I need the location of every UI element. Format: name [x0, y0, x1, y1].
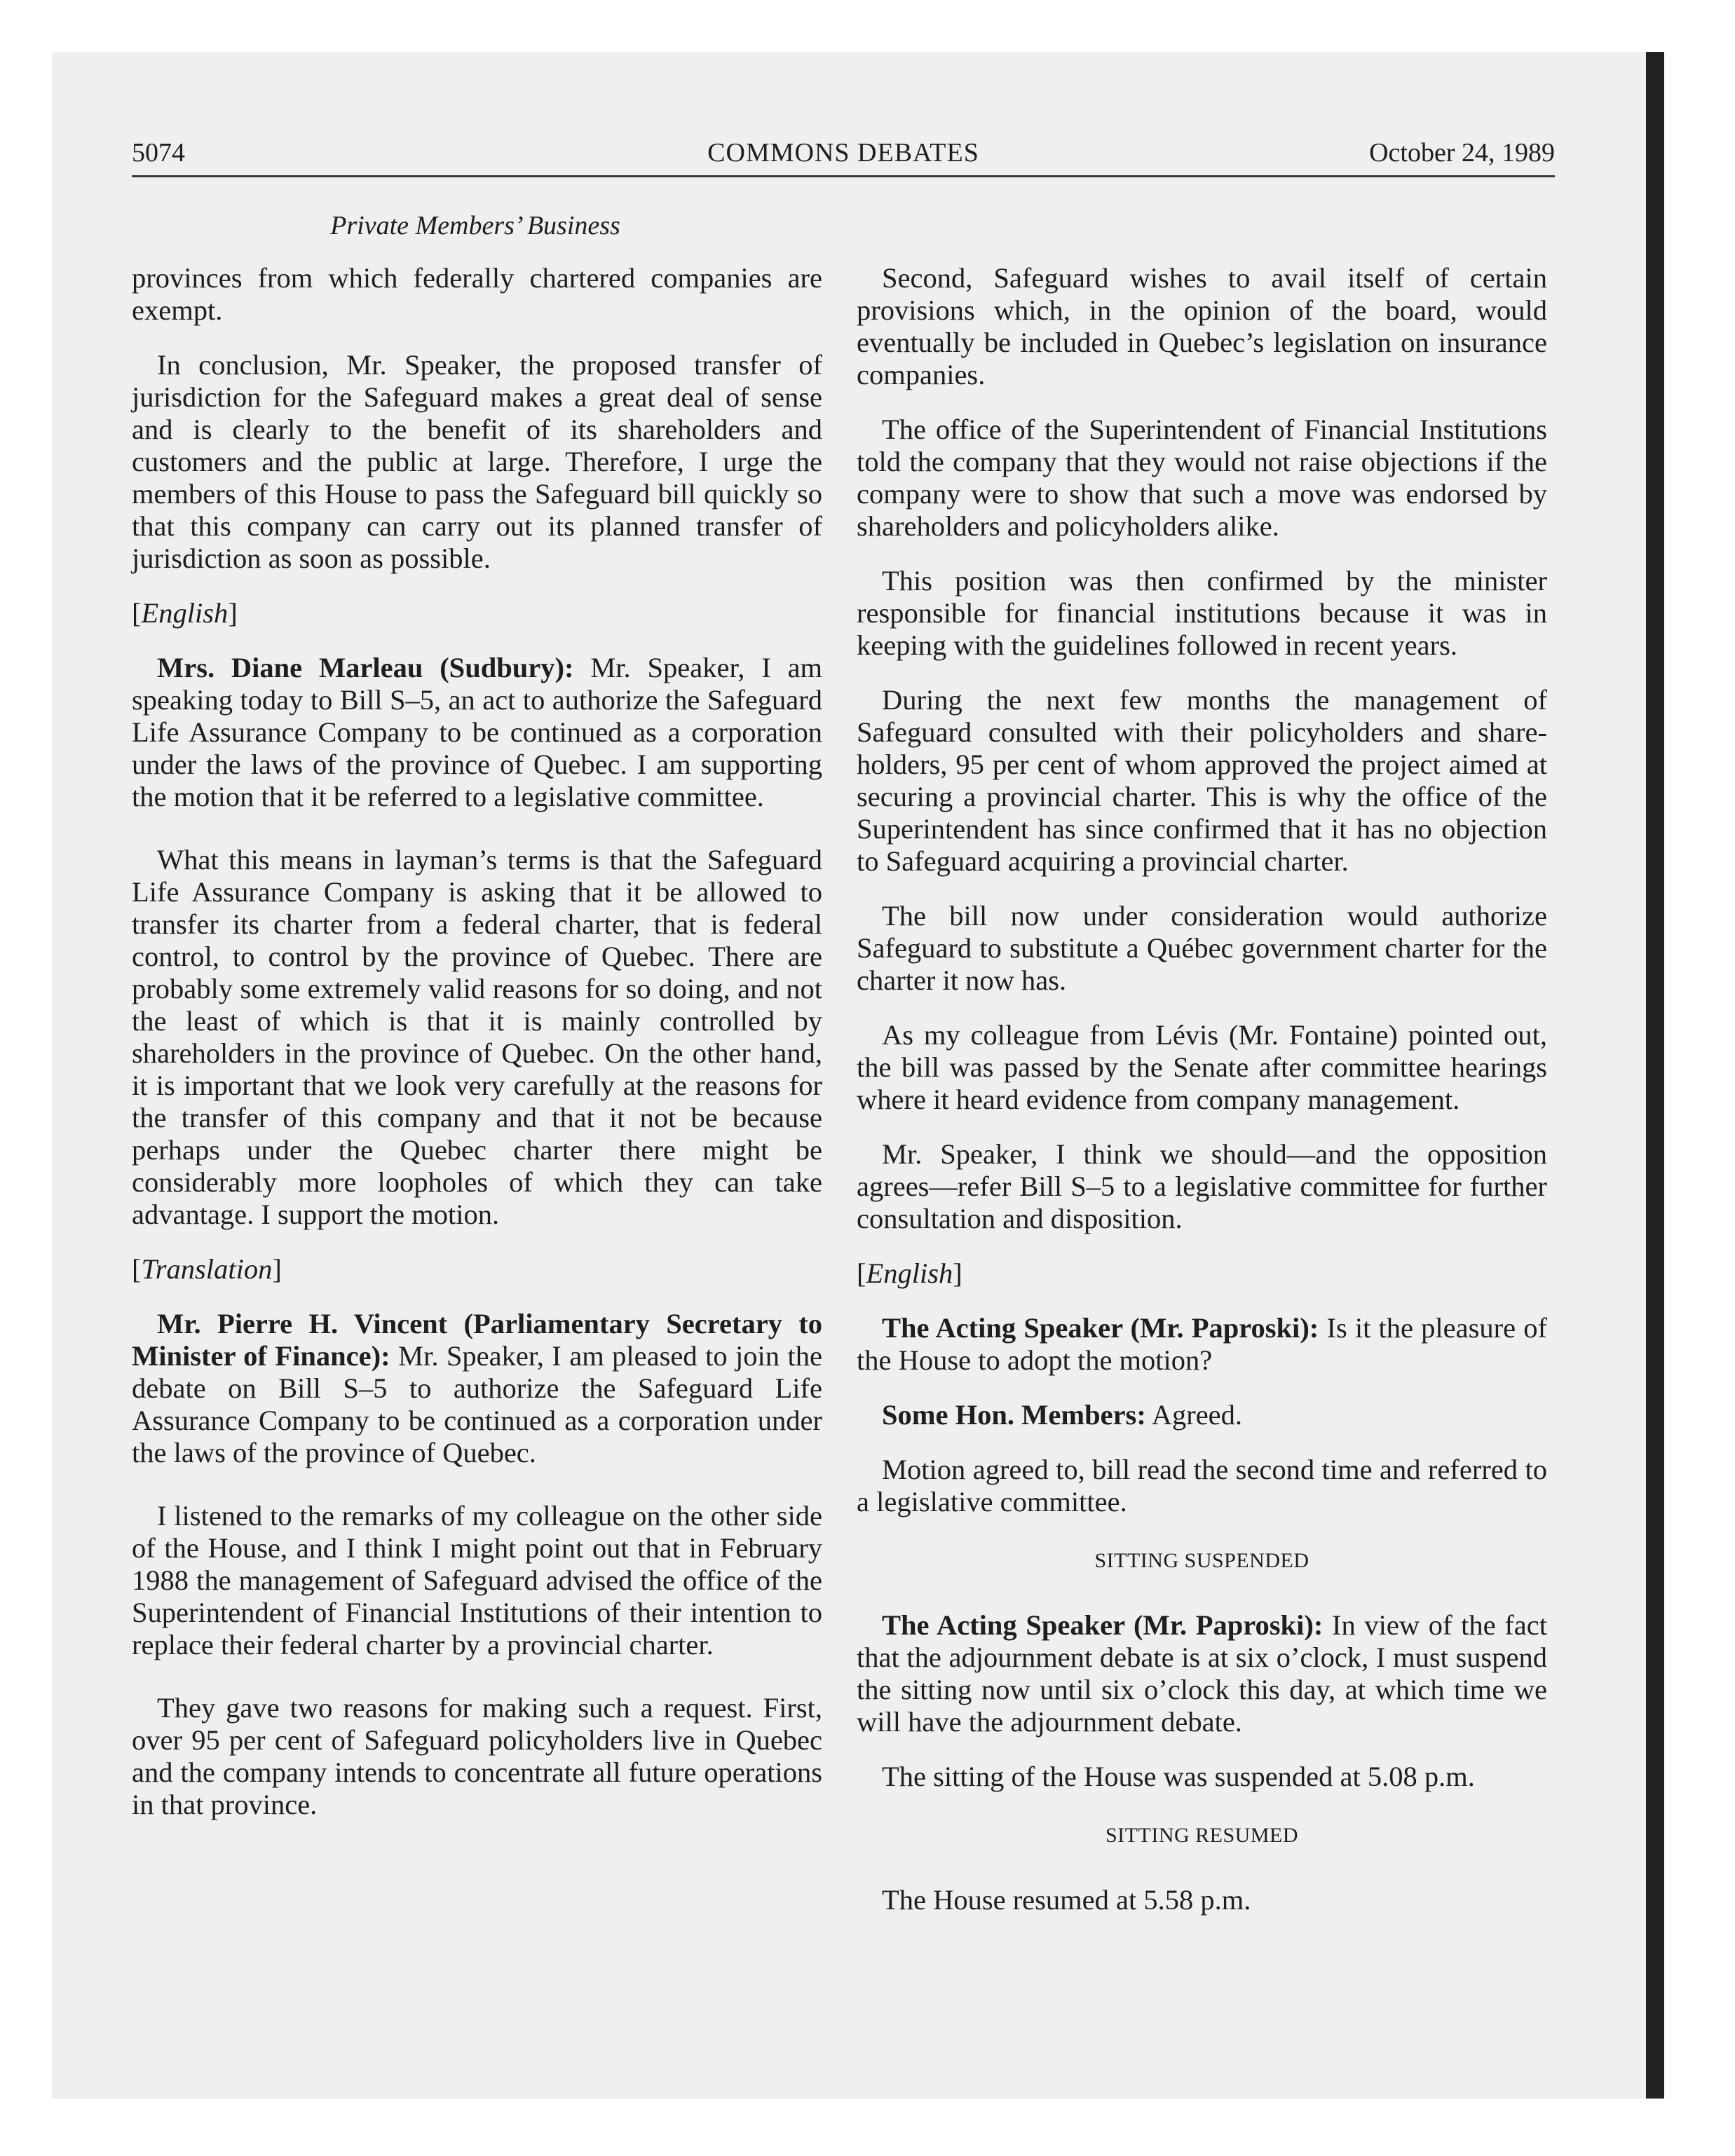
- header-date: October 24, 1989: [1369, 138, 1555, 168]
- language-tag-text: English: [866, 1257, 953, 1289]
- paragraph: This position was then confirmed by the minister responsible for financial institutions because it was in keeping with the guidelines followed in recent years.: [857, 565, 1547, 661]
- section-title: Private Members’ Business: [330, 211, 620, 240]
- speech-text: Agreed.: [1145, 1399, 1243, 1431]
- language-tag-text: English: [141, 597, 229, 629]
- speaker-name: The Acting Speaker (Mr. Paproski):: [882, 1609, 1324, 1641]
- left-column: [132, 262, 822, 1843]
- paragraph: The bill now under consideration would authorize Safeguard to substitute a Québec government charter for the charter it now has.: [857, 900, 1547, 996]
- language-tag: [English]: [857, 1257, 962, 1289]
- language-tag-text: Translation: [141, 1253, 273, 1285]
- paragraph: Second, Safeguard wishes to avail itself of certain provisions which, in the opinion of the board, would eventually be included in Quebec’s legislation on insurance companies.: [857, 262, 1547, 390]
- paragraph: The office of the Superintendent of Financial Institutions told the company that they would not raise objections if the company were to show that such a move was endorsed by shareholders and policyholders alike.: [857, 414, 1547, 542]
- running-header: [132, 137, 1555, 179]
- publication-title: COMMONS DEBATES: [707, 138, 979, 168]
- paragraph: As my colleague from Lévis (Mr. Fontaine) pointed out, the bill was passed by the Senate after committee hearings where it heard evidence from company management.: [857, 1019, 1547, 1115]
- speech-paragraph: [857, 1399, 1547, 1431]
- speech-paragraph: [132, 1308, 822, 1469]
- language-tag: [Translation]: [132, 1253, 282, 1285]
- speech-text: Is it the pleasure of the House to adopt the motion?: [857, 1312, 1547, 1376]
- paragraph: In conclusion, Mr. Speaker, the proposed transfer of jurisdiction for the Safeguard makes a great deal of sense and is clearly to the benefit of its shareholders and customers and the public at large. Therefore, I urge the members of this House to pass the Safeguard bill quickly so that this company can carry out its planned transfer of jurisdiction as soon as possible.: [132, 349, 822, 574]
- speech-paragraph: [857, 1609, 1547, 1738]
- header-rule: [132, 175, 1555, 177]
- scan-edge-bar: [1646, 52, 1664, 2099]
- paragraph: The House resumed at 5.58 p.m.: [882, 1884, 1251, 1916]
- paragraph: provinces from which federally chartered companies are exempt.: [132, 262, 822, 326]
- paragraph: Motion agreed to, bill read the second time and referred to a legislative committee.: [857, 1454, 1547, 1517]
- speech-paragraph: [132, 652, 822, 813]
- paragraph: During the next few months the management of Safeguard consulted with their policyholders and shareholders, 95 per cent of whom approved the project aimed at securing a provincial charter. This is why the office of the Superintendent has since confirmed that it has no objection to Safeguard acquiring a provincial charter.: [857, 684, 1547, 877]
- right-column: [857, 262, 1547, 1939]
- speech-text: Mr. Speaker, I am pleased to join the debate on Bill S–5 to authorize the Safeguard Life Assurance Company to be continued as a corporation under the laws of the province of Quebec.: [132, 1340, 822, 1468]
- speaker-name: Mr. Pierre H. Vincent (Parliamentary Secretary to Minister of Finance):: [132, 1308, 822, 1372]
- paragraph: Mr. Speaker, I think we should—and the opposition agrees—refer Bill S–5 to a legislative committee for further consultation and disposition.: [857, 1138, 1547, 1234]
- speech-text: In view of the fact that the adjournment debate is at six o’clock, I must suspend the sitting now until six o’clock this day, at which time we will have the adjournment debate.: [857, 1609, 1547, 1738]
- speaker-name: Some Hon. Members:: [882, 1399, 1146, 1431]
- paragraph: They gave two reasons for making such a request. First, over 95 per cent of Safeguard policyholders live in Quebec and the company intends to concentrate all future operations in that province.: [132, 1692, 822, 1820]
- paragraph: What this means in layman’s terms is that the Safeguard Life Assurance Company is asking that it be allowed to transfer its charter from a federal charter, that is federal control, to control by the province of Quebec. There are probably some extremely valid reasons for so doing, and not the least of which is that it is mainly controlled by shareholders in the province of Quebec. On the other hand, it is important that we look very carefully at the reasons for the transfer of this company and that it not be because perhaps under the Quebec charter there might be considerably more loopholes of which they can take advantage. I support the motion.: [132, 844, 822, 1230]
- speaker-name: Mrs. Diane Marleau (Sudbury):: [157, 652, 574, 683]
- language-tag: [English]: [132, 597, 238, 629]
- speech-text: Mr. Speaker, I am speaking today to Bill S–5, an act to authorize the Safeguard Life Assurance Company to be continued as a corporation under the laws of the province of Quebec. I am supporting the motion that it be referred to a legislative committee.: [132, 652, 822, 812]
- sitting-suspended-heading: SITTING SUSPENDED: [1094, 1549, 1309, 1572]
- sitting-resumed-heading: SITTING RESUMED: [1105, 1824, 1298, 1847]
- paragraph: The sitting of the House was suspended at 5.08 p.m.: [882, 1761, 1475, 1792]
- speech-paragraph: [857, 1312, 1547, 1377]
- speaker-name: The Acting Speaker (Mr. Paproski):: [882, 1312, 1319, 1344]
- paragraph: I listened to the remarks of my colleague on the other side of the House, and I think I might point out that in February 1988 the management of Safeguard advised the office of the Superintendent of Financial Institutions of their intention to replace their federal charter by a provincial charter.: [132, 1500, 822, 1660]
- page-number: 5074: [132, 138, 185, 168]
